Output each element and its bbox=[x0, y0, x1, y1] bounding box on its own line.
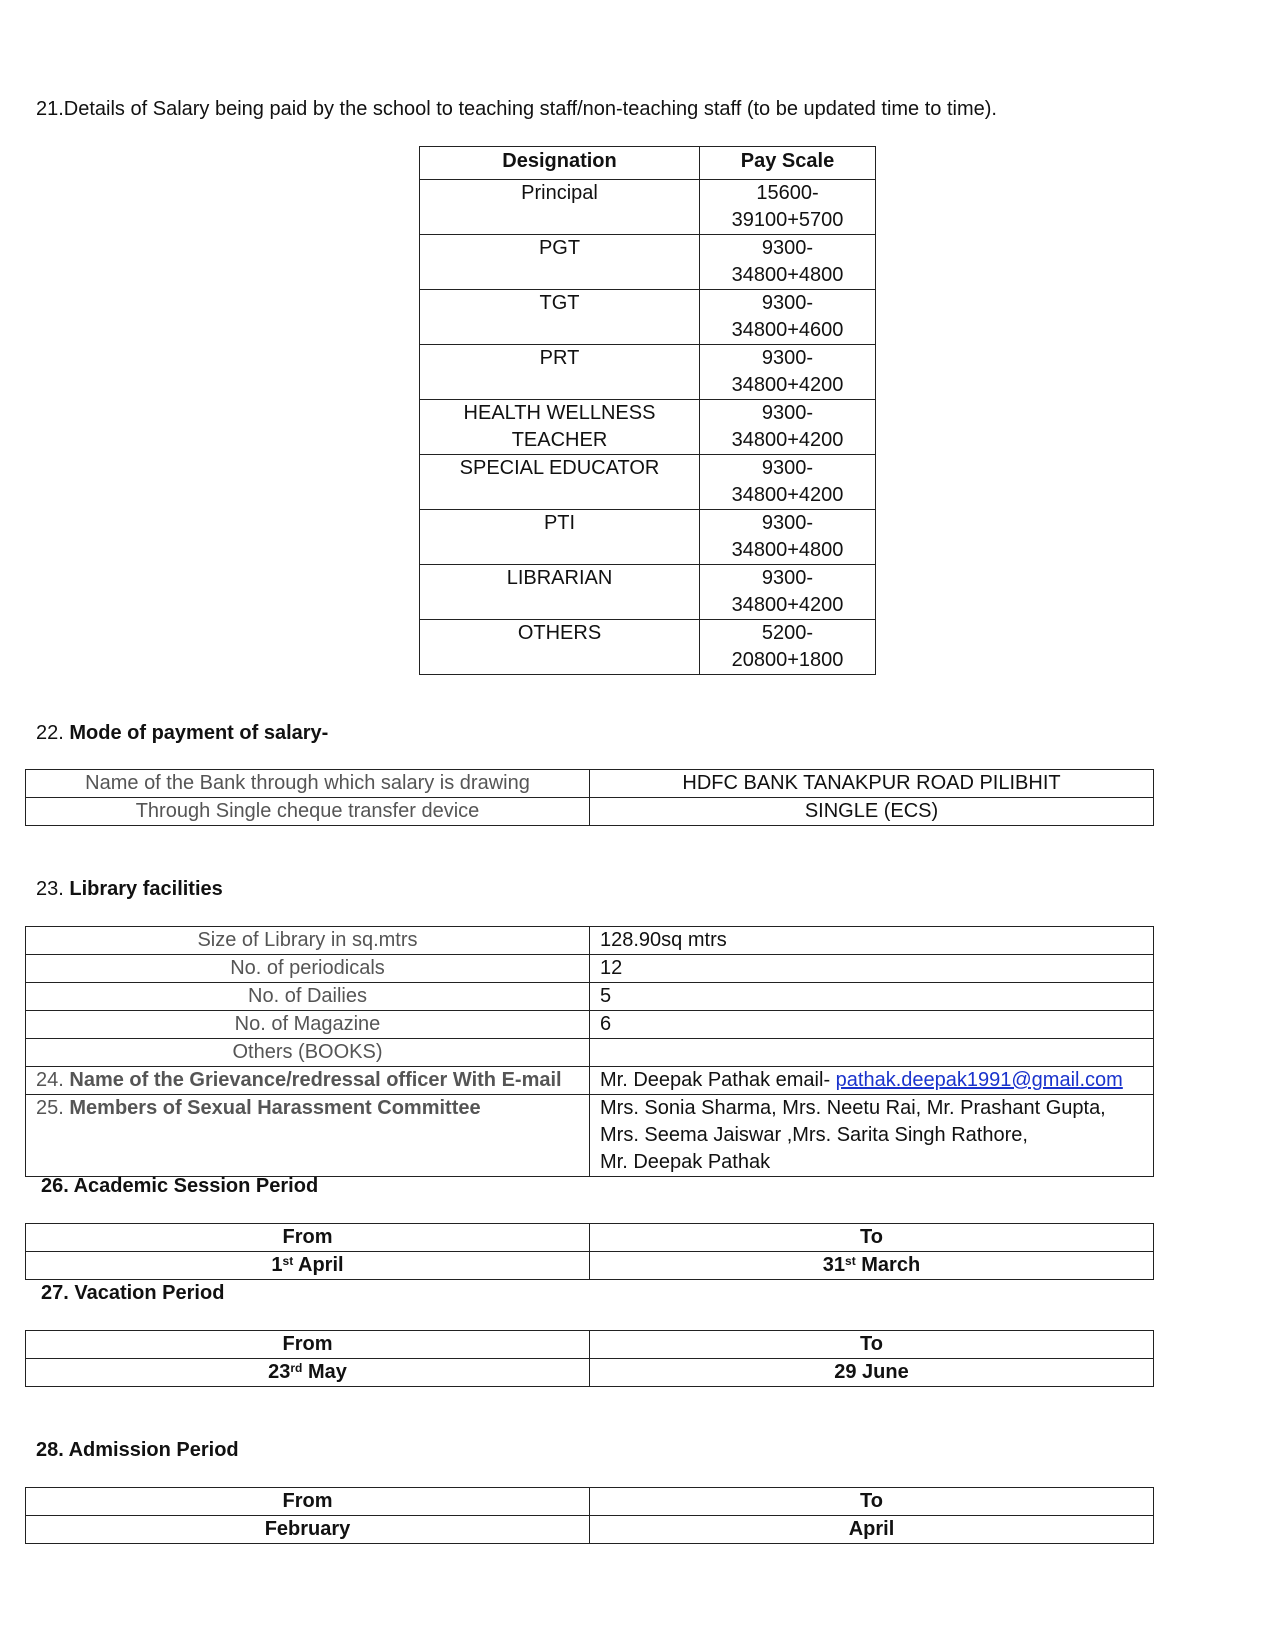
payscale-cell bbox=[700, 620, 876, 675]
table-row bbox=[26, 1011, 1154, 1039]
table-row bbox=[26, 983, 1154, 1011]
salary-payment-table bbox=[25, 769, 1154, 826]
table-row bbox=[26, 798, 1154, 826]
to-value bbox=[590, 1252, 1154, 1280]
payscale-line1: 9300- bbox=[761, 457, 814, 479]
payscale-line1: 15600- bbox=[756, 182, 819, 204]
bank-label: Name of the Bank through which salary is drawing bbox=[26, 770, 590, 798]
month: April bbox=[293, 1254, 344, 1276]
library-label: No. of Magazine bbox=[26, 1011, 590, 1039]
table-row bbox=[420, 345, 876, 400]
designation-cell: TGT bbox=[420, 290, 700, 345]
committee-line: Mr. Deepak Pathak bbox=[600, 1151, 771, 1173]
payscale-cell bbox=[700, 455, 876, 510]
table-row bbox=[420, 400, 876, 455]
payscale-line2: 34800+4200 bbox=[731, 429, 844, 451]
bank-value: HDFC BANK TANAKPUR ROAD PILIBHIT bbox=[590, 770, 1154, 798]
transfer-label: Through Single cheque transfer device bbox=[26, 798, 590, 826]
from-value bbox=[26, 1359, 590, 1387]
payscale-line2: 34800+4600 bbox=[731, 319, 844, 341]
designation-cell: PGT bbox=[420, 235, 700, 290]
academic-session-table bbox=[25, 1223, 1154, 1280]
payscale-cell bbox=[700, 400, 876, 455]
ordinal-suffix: st bbox=[282, 1254, 294, 1268]
payscale-line1: 9300- bbox=[761, 402, 814, 424]
payscale-line1: 9300- bbox=[761, 237, 814, 259]
table-row bbox=[26, 927, 1154, 955]
library-value: 12 bbox=[590, 955, 1154, 983]
designation-cell: Principal bbox=[420, 180, 700, 235]
payscale-cell bbox=[700, 235, 876, 290]
committee-line: Mrs. Seema Jaiswar ,Mrs. Sarita Singh Rathore, bbox=[600, 1124, 1028, 1146]
table-row bbox=[26, 770, 1154, 798]
grievance-officer-name: Mr. Deepak Pathak email- bbox=[600, 1069, 836, 1091]
payscale-cell bbox=[700, 510, 876, 565]
salary-table bbox=[419, 146, 876, 675]
section-title-text: Mode of payment of salary- bbox=[69, 722, 329, 744]
table-row-grievance-officer bbox=[26, 1067, 1154, 1095]
grievance-value bbox=[590, 1067, 1154, 1095]
payscale-line2: 34800+4800 bbox=[731, 539, 844, 561]
section-21-title: 21.Details of Salary being paid by the school to teaching staff/non-teaching staff (to be updated time to time). bbox=[36, 98, 997, 120]
grievance-label-text: Name of the Grievance/redressal officer With E-mail bbox=[69, 1069, 562, 1091]
designation-cell: PTI bbox=[420, 510, 700, 565]
table-row bbox=[26, 1039, 1154, 1067]
section-title-text: Library facilities bbox=[69, 878, 223, 900]
table-row-harassment-committee bbox=[26, 1095, 1154, 1177]
designation-header: Designation bbox=[420, 147, 700, 180]
designation-cell: SPECIAL EDUCATOR bbox=[420, 455, 700, 510]
date-number: 23 bbox=[268, 1361, 291, 1383]
payscale-cell bbox=[700, 565, 876, 620]
month: May bbox=[302, 1361, 347, 1383]
library-value: 128.90sq mtrs bbox=[590, 927, 1154, 955]
ordinal-suffix: st bbox=[845, 1254, 856, 1268]
table-row bbox=[420, 455, 876, 510]
section-28-title: 28. Admission Period bbox=[36, 1439, 239, 1461]
from-header: From bbox=[26, 1224, 590, 1252]
date-number: 1 bbox=[271, 1254, 283, 1276]
table-row bbox=[420, 620, 876, 675]
table-row bbox=[420, 290, 876, 345]
vacation-table bbox=[25, 1330, 1154, 1387]
designation-cell: HEALTH WELLNESS TEACHER bbox=[420, 400, 700, 455]
table-row bbox=[420, 510, 876, 565]
payscale-line1: 9300- bbox=[761, 347, 814, 369]
payscale-line1: 9300- bbox=[761, 292, 814, 314]
payscale-line1: 9300- bbox=[761, 512, 814, 534]
payscale-line2: 34800+4200 bbox=[731, 374, 844, 396]
to-header: To bbox=[590, 1331, 1154, 1359]
from-value bbox=[26, 1252, 590, 1280]
payscale-line2: 39100+5700 bbox=[731, 209, 844, 231]
date-number: 31 bbox=[822, 1254, 846, 1276]
committee-members bbox=[590, 1095, 1154, 1177]
library-label: No. of periodicals bbox=[26, 955, 590, 983]
section-number: 24. bbox=[36, 1069, 64, 1091]
section-23-title bbox=[36, 878, 223, 901]
to-header: To bbox=[590, 1488, 1154, 1516]
section-27-title: 27. Vacation Period bbox=[41, 1282, 225, 1304]
library-value: 5 bbox=[590, 983, 1154, 1011]
ordinal-suffix: rd bbox=[290, 1361, 303, 1375]
table-row bbox=[26, 955, 1154, 983]
library-value bbox=[590, 1039, 1154, 1067]
from-header: From bbox=[26, 1488, 590, 1516]
transfer-value: SINGLE (ECS) bbox=[590, 798, 1154, 826]
library-label: No. of Dailies bbox=[26, 983, 590, 1011]
payscale-cell bbox=[700, 290, 876, 345]
designation-cell: LIBRARIAN bbox=[420, 565, 700, 620]
payscale-line2: 20800+1800 bbox=[731, 649, 844, 671]
to-value: April bbox=[590, 1516, 1154, 1544]
table-row bbox=[420, 235, 876, 290]
email-link[interactable]: pathak.deepak1991@gmail.com bbox=[835, 1069, 1123, 1091]
payscale-header: Pay Scale bbox=[700, 147, 876, 180]
library-label: Others (BOOKS) bbox=[26, 1039, 590, 1067]
committee-label-text: Members of Sexual Harassment Committee bbox=[69, 1097, 481, 1119]
table-row bbox=[420, 180, 876, 235]
payscale-line2: 34800+4200 bbox=[731, 594, 844, 616]
designation-cell: PRT bbox=[420, 345, 700, 400]
payscale-cell bbox=[700, 345, 876, 400]
section-number: 22. bbox=[36, 722, 64, 744]
section-number: 25. bbox=[36, 1097, 64, 1119]
to-header: To bbox=[590, 1224, 1154, 1252]
from-header: From bbox=[26, 1331, 590, 1359]
section-26-title: 26. Academic Session Period bbox=[41, 1175, 319, 1197]
payscale-line2: 34800+4200 bbox=[731, 484, 844, 506]
committee-line: Mrs. Sonia Sharma, Mrs. Neetu Rai, Mr. Prashant Gupta, bbox=[600, 1097, 1106, 1119]
payscale-line2: 34800+4800 bbox=[731, 264, 844, 286]
designation-cell: OTHERS bbox=[420, 620, 700, 675]
to-value: 29 June bbox=[590, 1359, 1154, 1387]
section-number: 23. bbox=[36, 878, 64, 900]
library-label: Size of Library in sq.mtrs bbox=[26, 927, 590, 955]
table-row bbox=[420, 565, 876, 620]
section-22-title bbox=[36, 722, 328, 745]
committee-label bbox=[26, 1095, 590, 1177]
from-value: February bbox=[26, 1516, 590, 1544]
library-value: 6 bbox=[590, 1011, 1154, 1039]
payscale-line1: 9300- bbox=[761, 567, 814, 589]
library-table bbox=[25, 926, 1154, 1177]
month: March bbox=[855, 1254, 921, 1276]
admission-table bbox=[25, 1487, 1154, 1544]
grievance-label bbox=[26, 1067, 590, 1095]
payscale-cell bbox=[700, 180, 876, 235]
payscale-line1: 5200- bbox=[761, 622, 814, 644]
